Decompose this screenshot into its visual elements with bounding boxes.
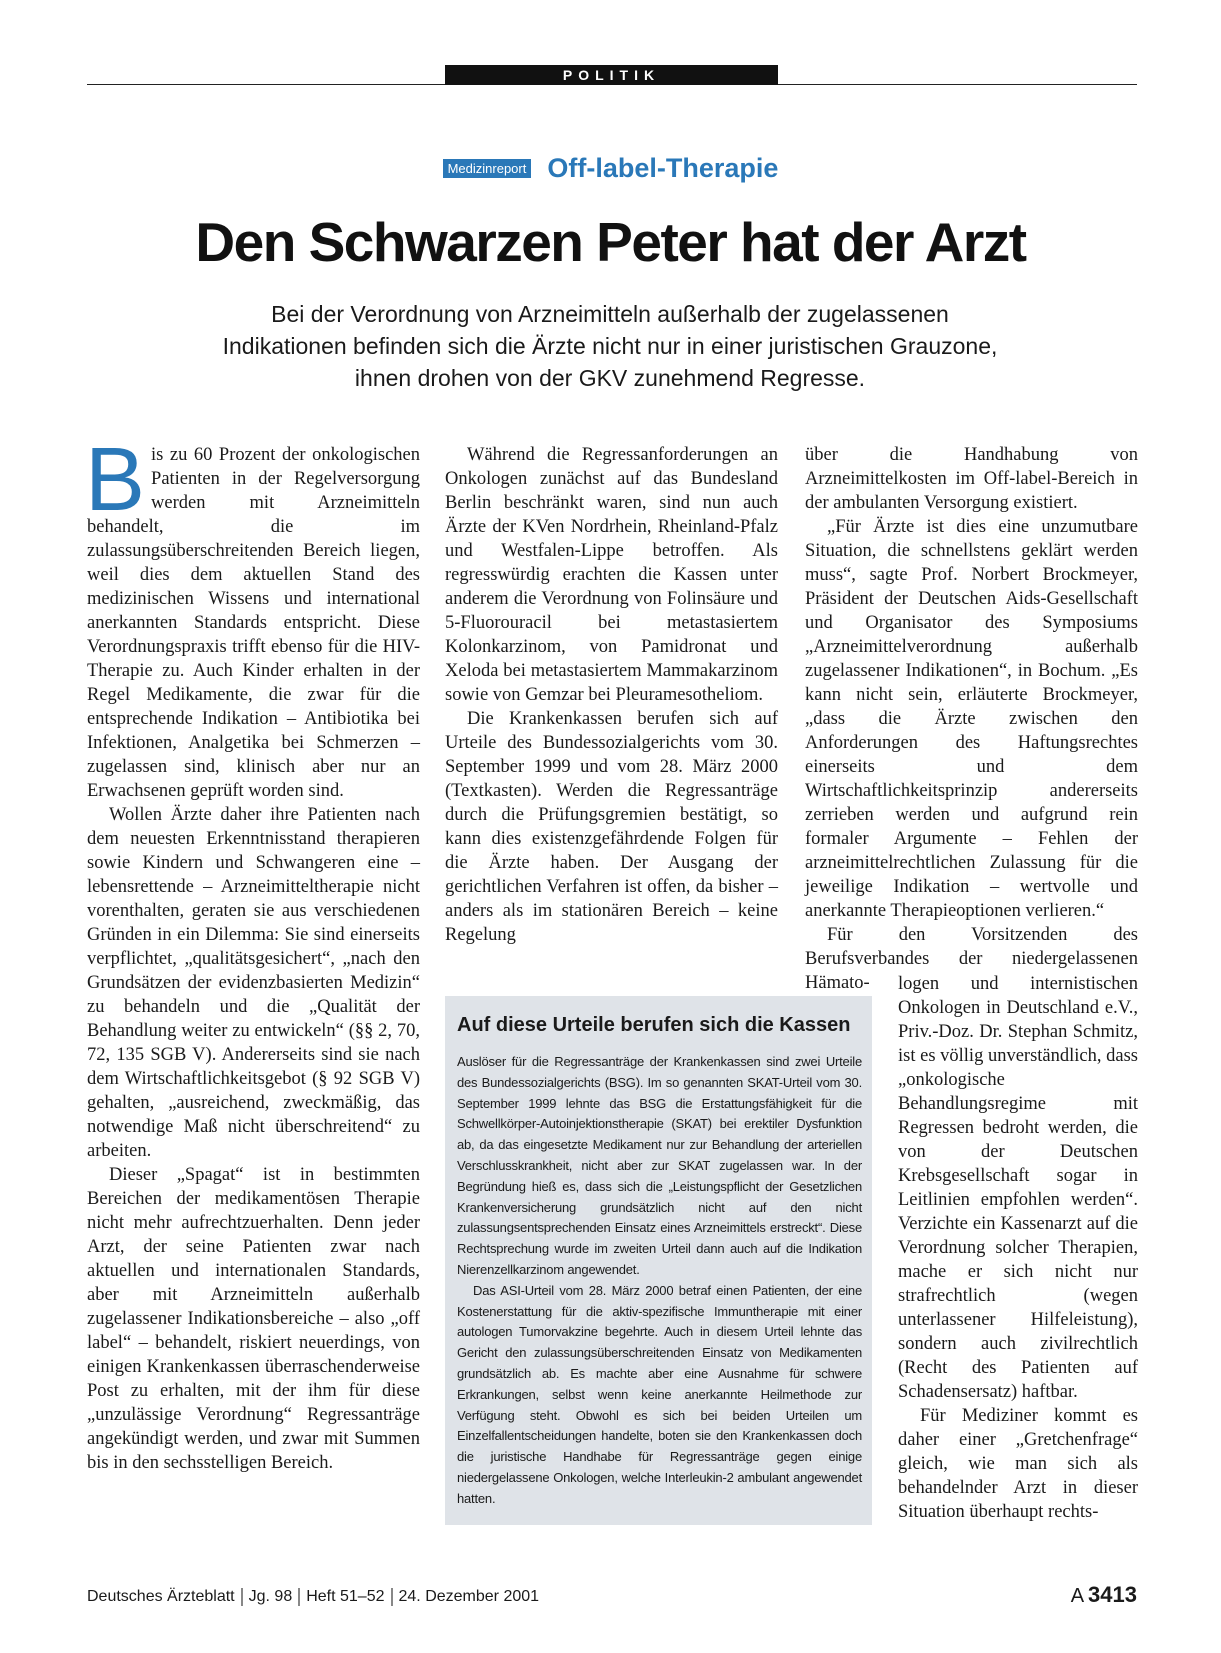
- sidebar-textbox: [445, 996, 872, 1525]
- issue-date: 24. Dezember 2001: [398, 1588, 540, 1606]
- body-paragraph-text: is zu 60 Prozent der onkologischen Patienten in der Regelversorgung werden mit Arzneimitteln behandelt, die im zulassungsüberschreitenden Bereich liegen, weil dies dem aktuellen Stand des medizinischen Wissens und international anerkannten Standards entspricht. Diese Verordnungspraxis trifft ebenso für die HIV-Therapie zu. Auch Kinder erhalten in der Regel Medikamente, die zwar für die entsprechende Indikation – Antibiotika bei Infektionen, Analgetika bei Schmerzen – zugelassen sind, klinisch aber nur an Erwachsenen geprüft worden sind.: [87, 445, 420, 801]
- body-paragraph: über die Handhabung von Arzneimittelkosten im Off-label-Bereich in der ambulanten Versorgung existiert.: [805, 445, 1138, 513]
- textbox-paragraph: Das ASI-Urteil vom 28. März 2000 betraf einen Patienten, der eine Kostenerstattung für die aktiv-spezifische Immuntherapie mit einer autologen Tumorvakzine begehrte. Auch in diesem Urteil lehnte das Gericht den zulassungsüberschreitenden Einsatz von Medikamenten grundsätzlich ab. Es machte aber eine Ausnahme für schwere Erkrankungen, selbst wenn keine anerkannte Heilmethode zur Verfügung steht. Obwohl es sich bei beiden Urteilen um Einzelfallentscheidungen handelte, boten sie den Krankenkassen doch die juristische Handhabe für Regressanträge gegen einige niedergelassene Onkologen, welche Interleukin-2 ambulant angewendet hatten.: [457, 1282, 862, 1506]
- body-column-3: [805, 443, 1138, 995]
- deck-line: Bei der Verordnung von Arzneimitteln außerhalb der zugelassenen: [271, 301, 949, 327]
- body-paragraph: [85, 430, 420, 803]
- textbox-body: [457, 1052, 862, 1510]
- footer-separator: [391, 1588, 393, 1606]
- body-paragraph: Wollen Ärzte daher ihre Patienten nach dem neuesten Erkenntnisstand therapieren sowie Kindern und Schwangeren eine – lebensrettende – Arzneimitteltherapie nicht vorenthalten, geraten sie aus verschiedenen Gründen in ein Dilemma: Sie sind einerseits verpflichtet, „qualitätsgesichert“, „nach den Grundsätzen der evidenzbasierten Medizin“ zu behandeln und die „Qualität der Behandlung weiter zu entwickeln“ (§§ 2, 70, 72, 135 SGB V). Andererseits sind sie nach dem Wirtschaftlichkeitsgebot (§ 92 SGB V) gehalten, „ausreichend, zweckmäßig, das notwendige Maß nicht überschreitend“ zu arbeiten.: [87, 805, 420, 1161]
- body-paragraph: Für Mediziner kommt es daher einer „Gretchenfrage“ gleich, wie man sich als behandelnder Arzt in dieser Situation überhaupt rechts-: [898, 1406, 1138, 1522]
- kicker: Off-label-Therapie: [547, 153, 779, 183]
- textbox-title: Auf diese Urteile berufen sich die Kassen: [457, 1014, 851, 1036]
- body-column-2: [445, 443, 778, 947]
- headline: Den Schwarzen Peter hat der Arzt: [195, 211, 1026, 273]
- journal-name: Deutsches Ärzteblatt: [87, 1588, 235, 1606]
- page-number-block: [1071, 1582, 1137, 1608]
- volume: Jg. 98: [248, 1588, 293, 1606]
- body-paragraph: Die Krankenkassen berufen sich auf Urteile des Bundessozialgerichts vom 30. September 1999 und vom 28. März 2000 (Textkasten). Werden die Regressanträge durch die Prüfungsgremien bestätigt, so kann dies existenzgefährdende Folgen für die Ärzte haben. Der Ausgang der gerichtlichen Verfahren ist offen, da bisher – anders als im stationären Bereich – keine Regelung: [445, 709, 778, 945]
- page-number: 3413: [1088, 1582, 1137, 1607]
- footer-separator: [298, 1588, 300, 1606]
- section-label: POLITIK: [445, 65, 778, 85]
- kicker-badge: Medizinreport: [443, 159, 532, 178]
- textbox-paragraph: Auslöser für die Regressanträge der Krankenkassen sind zwei Urteile des Bundessozialgerichts (BSG). Im so genannten SKAT-Urteil vom 30. September 1999 lehnte das BSG die Erstattungsfähigkeit für die Schwellkörper-Autoinjektionstherapie (SKAT) bei erektiler Dysfunktion ab, da das eingesetzte Medikament nur zur Behandlung der arteriellen Verschlusskrankheit, nicht aber zur SKAT zugelassen war. In der Begründung hieß es, dass sich die „Leistungspflicht der Gesetzlichen Krankenversicherung grundsätzlich nicht auf den nicht zulassungsentsprechenden Einsatz eines Arzneimittels erstreckt“. Diese Rechtsprechung wurde im zweiten Urteil dann auch auf die Indikation Nierenzellkarzinom angewendet.: [457, 1054, 862, 1277]
- body-paragraph: Während die Regressanforderungen an Onkologen zunächst auf das Bundesland Berlin beschränkt waren, sind nun auch Ärzte der KVen Nordrhein, Rheinland-Pfalz und Westfalen-Lippe betroffen. Als regresswürdig erachten die Kassen unter anderem die Verordnung von Folinsäure und 5-Fluorouracil bei metastasiertem Kolonkarzinom, von Pamidronat und Xeloda bei metastasiertem Mammakarzinom sowie von Gemzar bei Pleuramesotheliom.: [445, 445, 778, 705]
- body-paragraph: Dieser „Spagat“ ist in bestimmten Bereichen der medikamentösen Therapie nicht mehr aufrechtzuerhalten. Denn jeder Arzt, der seine Patienten zwar nach aktuellen und internationalen Standards, aber mit Arzneimitteln außerhalb zugelassener Indikationsbereiche – also „off label“ – behandelt, riskiert neuerdings, von einigen Krankenkassen überraschenderweise Post zu erhalten, mit der ihm für diese „unzulässige Verordnung“ Regressanträge angekündigt werden, und zwar mit Summen bis in den sechsstelligen Bereich.: [87, 1165, 420, 1473]
- body-paragraph: logen und internistischen Onkologen in Deutschland e.V., Priv.-Doz. Dr. Stephan Schmitz, ist es völlig unverständlich, dass „onkologische Behandlungsregime mit Regressen bedroht werden, die von der Deutschen Krebsgesellschaft sogar in Leitlinien empfohlen werden“. Verzichte ein Kassenarzt auf die Verordnung solcher Therapien, mache er sich nicht nur strafrechtlich (wegen unterlassener Hilfeleistung), sondern auch zivilrechtlich (Recht des Patienten auf Schadensersatz) haftbar.: [898, 974, 1138, 1402]
- deck-line: Indikationen befinden sich die Ärzte nicht nur in einer juristischen Grauzone,: [222, 333, 998, 359]
- issue: Heft 51–52: [306, 1588, 385, 1606]
- body-paragraph: Für den Vorsitzenden des Berufsverbandes der niedergelassenen Hämato-: [805, 925, 1138, 993]
- body-column-1: [85, 430, 420, 1475]
- kicker-row: [0, 153, 1221, 184]
- page-prefix: A: [1070, 1585, 1085, 1607]
- drop-cap: B: [85, 430, 146, 530]
- body-column-3-continued: [898, 972, 1138, 1524]
- deck: [150, 298, 1070, 394]
- page-footer: [87, 1582, 1137, 1612]
- body-paragraph: „Für Ärzte ist dies eine unzumutbare Situation, die schnellstens geklärt werden muss“, sagte Prof. Norbert Brockmeyer, Präsident der Deutschen Aids-Gesellschaft und Organisator des Symposiums „Arzneimittelverordnung außerhalb zugelassener Indikationen“, in Bochum. „Es kann nicht sein, erläuterte Brockmeyer, „dass die Ärzte zwischen den Anforderungen des Haftungsrechtes einerseits und dem Wirtschaftlichkeitsprinzip andererseits zerrieben werden und aufgrund rein formaler Argumente – Fehlen der arzneimittelrechtlichen Zulassung für die jeweilige Indikation – wertvolle und anerkannte Therapieoptionen verlieren.“: [805, 517, 1138, 921]
- deck-line: ihnen drohen von der GKV zunehmend Regresse.: [354, 365, 866, 391]
- footer-citation: [87, 1588, 539, 1606]
- footer-separator: [241, 1588, 243, 1606]
